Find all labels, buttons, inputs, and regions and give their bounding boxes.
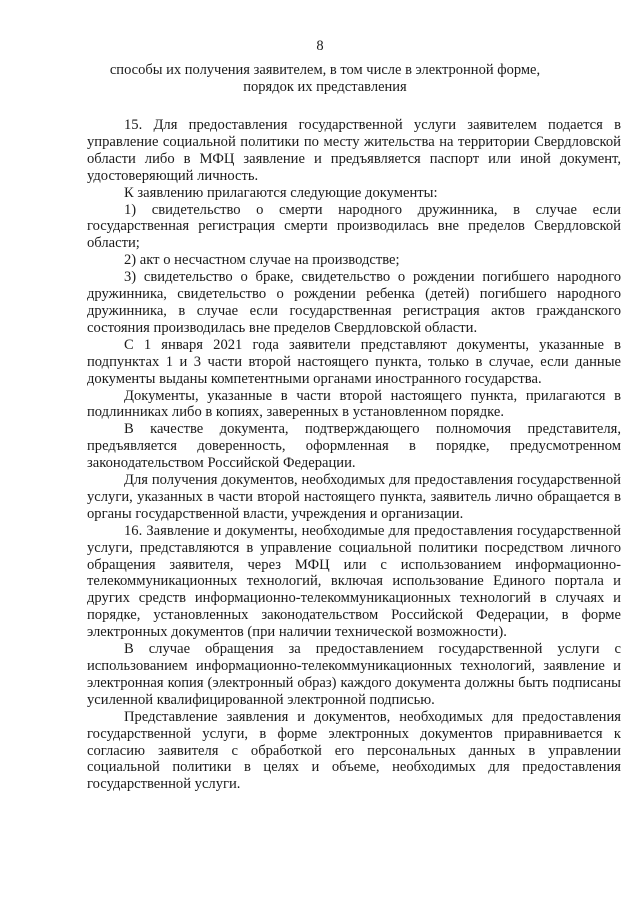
paragraph-representative: В качестве документа, подтверждающего полномочия представителя, предъявляется доверенность, оформленная в порядке, предусмотренном законодательством Российской Федерации. — [87, 421, 621, 472]
paragraph-obtaining-documents: Для получения документов, необходимых для предоставления государственной услуги, указанных в части второй настоящего пункта, заявитель лично обращается в органы государственной власти, учреждения и организации. — [87, 472, 621, 522]
paragraph-copies: Документы, указанные в части второй настоящего пункта, прилагаются в подлинниках либо в копиях, заверенных в установленном порядке. — [87, 387, 621, 421]
paragraph-consent: Представление заявления и документов, необходимых для предоставления государственной услуги, в форме электронных документов приравнивается к согласию заявителя с обработкой его персональных данных в управлении социальной политики в целях и объеме, необходимых для предоставления государственной услуги. — [87, 708, 621, 793]
section-heading-line-1: способы их получения заявителем, в том числе в электронной форме, — [109, 62, 541, 78]
list-item-1: 1) свидетельство о смерти народного дружинника, в случае если государственная регистрация смерти производилась вне пределов Свердловской области; — [87, 201, 621, 252]
section-heading — [100, 62, 550, 96]
paragraph-attachments-intro: К заявлению прилагаются следующие документы: — [124, 184, 438, 201]
paragraph-2021-rule: С 1 января 2021 года заявители представляют документы, указанные в подпунктах 1 и 3 части второй настоящего пункта, только в случае, если данные документы выданы компетентными органами иностранного государства. — [87, 336, 621, 387]
paragraph-electronic-signature: В случае обращения за предоставлением государственной услуги с использованием информационно-телекоммуникационных технологий, заявление и электронная копия (электронный образ) каждого документа должны быть подписаны усиленной квалифицированной электронной подписью. — [87, 641, 621, 708]
list-item-3: 3) свидетельство о браке, свидетельство о рождении погибшего народного дружинника, свидетельство о рождении ребенка (детей) погибшего народного дружинника, в случае если государственная регистрация актов гражданского состояния производилась вне пределов Свердловской области. — [87, 269, 621, 336]
page-number: 8 — [316, 38, 324, 54]
body-text — [87, 117, 621, 793]
paragraph-item-15: 15. Для предоставления государственной услуги заявителем подается в управление социальной политики по месту жительства на территории Свердловской области либо в МФЦ заявление и предъявляется паспорт или иной документ, удостоверяющий личность. — [87, 117, 621, 184]
list-item-2: 2) акт о несчастном случае на производстве; — [124, 252, 400, 269]
paragraph-item-16: 16. Заявление и документы, необходимые для предоставления государственной услуги, представляются в управление социальной политики посредством личного обращения заявителя, через МФЦ или с использованием информационно-телекоммуникационных технологий, включая использование Единого портала и других средств информационно-телекоммуникационных технологий в случаях и порядке, установленных законодательством Российской Федерации, в форме электронных документов (при наличии технической возможности). — [87, 522, 621, 641]
section-heading-line-2: порядок их представления — [243, 79, 407, 95]
